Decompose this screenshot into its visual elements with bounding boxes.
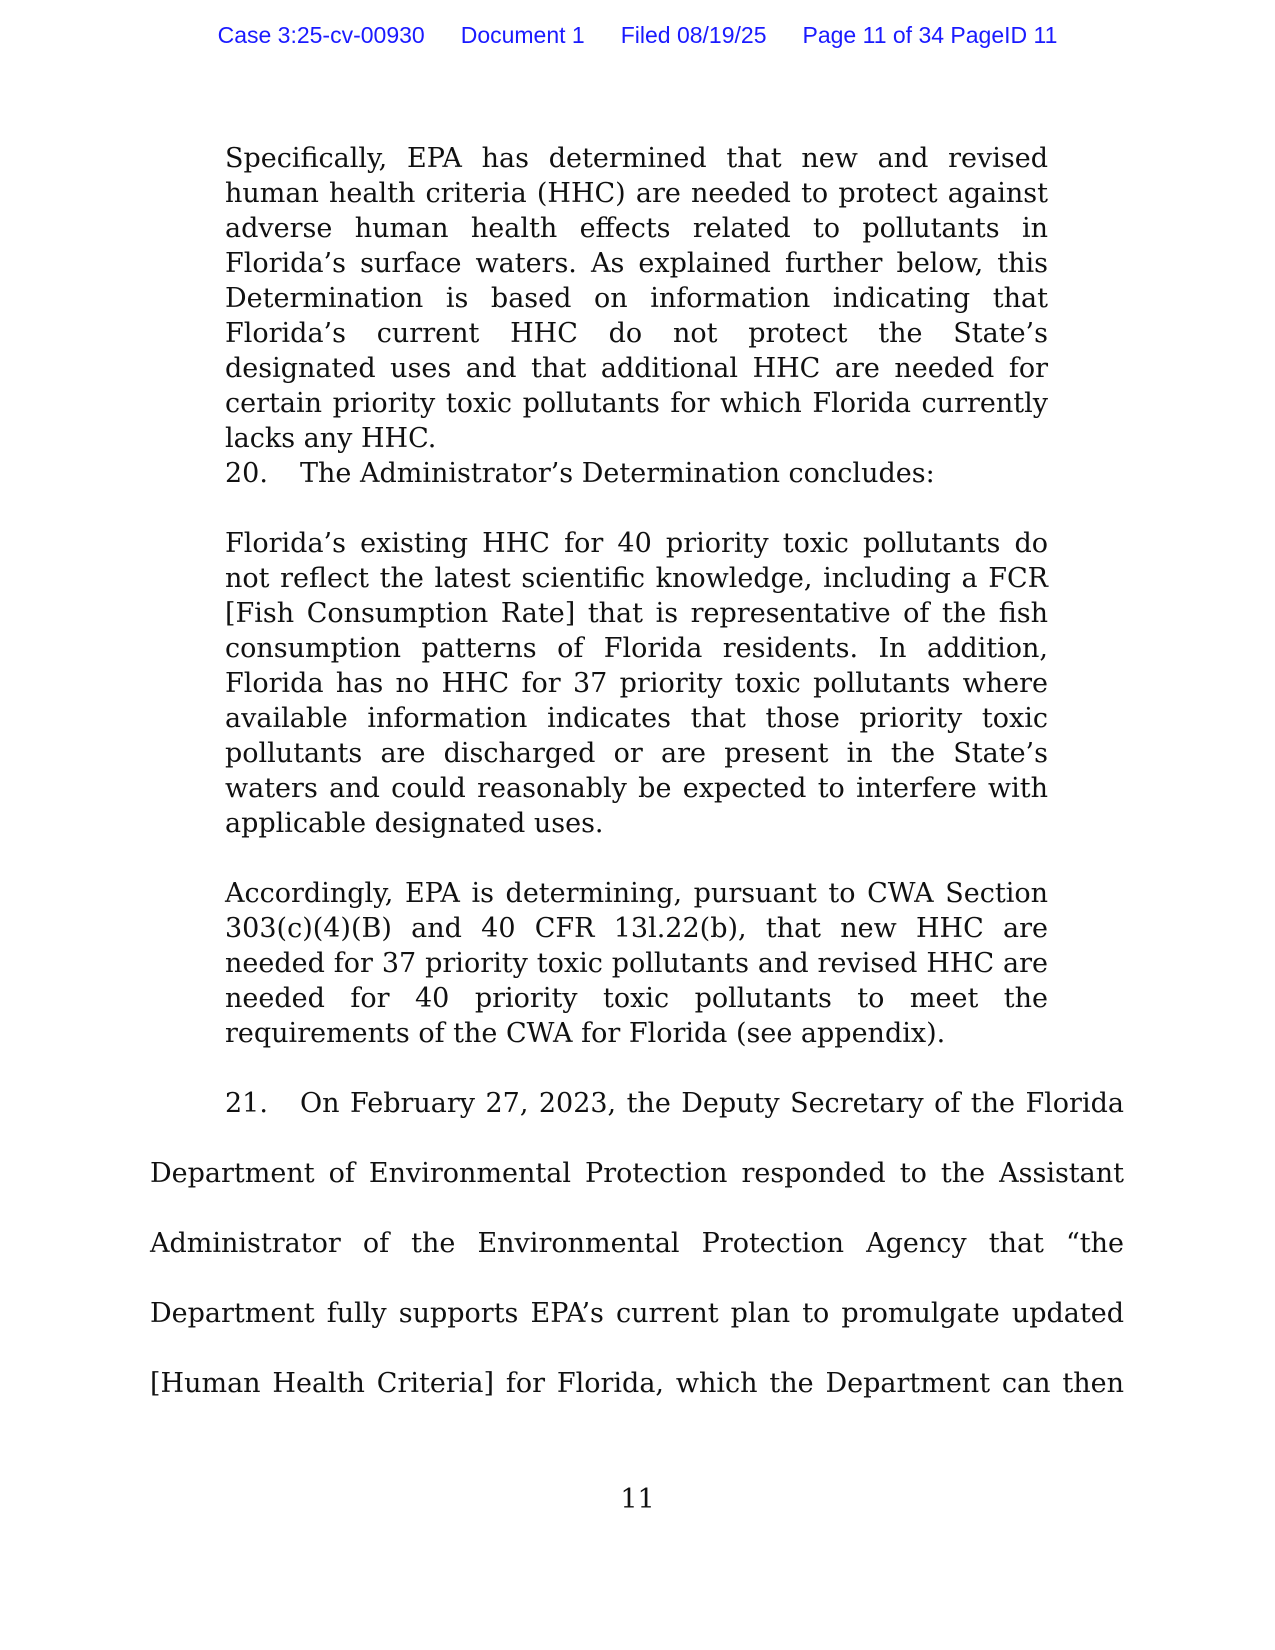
case-header	[0, 22, 1275, 49]
block-quote-accordingly: Accordingly, EPA is determining, pursuant to CWA Section 303(c)(4)(B) and 40 CFR 13l.22(b), that new HHC are needed for 37 priority toxic pollutants and revised HHC are needed for 40 priority toxic pollutants to meet the requirements of the CWA for Florida (see appendix).	[225, 878, 1048, 1049]
paragraph-20	[225, 456, 935, 491]
document-number: Document 1	[460, 22, 585, 48]
block-quote-specifically: Specifically, EPA has determined that new and revised human health criteria (HHC) are needed to protect against adverse human health effects related to pollutants in Florida’s surface waters. As explained further below, this Determination is based on information indicating that Florida’s current HHC do not protect the State’s designated uses and that additional HHC are needed for certain priority toxic pollutants for which Florida currently lacks any HHC.	[225, 143, 1048, 454]
paragraph-21-line-5: [Human Health Criteria] for Florida, which the Department can then	[150, 1368, 1124, 1399]
page-number: 11	[620, 1484, 655, 1515]
block-quote-determination: Florida’s existing HHC for 40 priority toxic pollutants do not reflect the latest scientific knowledge, including a FCR [Fish Consumption Rate] that is representative of the fish consumption patterns of Florida residents. In addition, Florida has no HHC for 37 priority toxic pollutants where available information indicates that those priority toxic pollutants are discharged or are present in the State’s waters and could reasonably be expected to interfere with applicable designated uses.	[225, 528, 1048, 839]
case-number: Case 3:25-cv-00930	[217, 22, 425, 48]
paragraph-21-line-1: 21. On February 27, 2023, the Deputy Secretary of the Florida	[225, 1088, 1124, 1119]
paragraph-text: The Administrator’s Determination concludes:	[300, 458, 935, 489]
page-id: Page 11 of 34 PageID 11	[802, 22, 1058, 48]
paragraph-21-line-2: Department of Environmental Protection responded to the Assistant	[150, 1158, 1124, 1189]
paragraph-number: 20.	[225, 458, 268, 489]
filed-date: Filed 08/19/25	[620, 22, 767, 48]
paragraph-21-line-4: Department fully supports EPA’s current plan to promulgate updated	[150, 1298, 1124, 1329]
paragraph-number: 21.	[225, 1088, 268, 1119]
paragraph-21-line-3: Administrator of the Environmental Protection Agency that “the	[150, 1228, 1124, 1259]
